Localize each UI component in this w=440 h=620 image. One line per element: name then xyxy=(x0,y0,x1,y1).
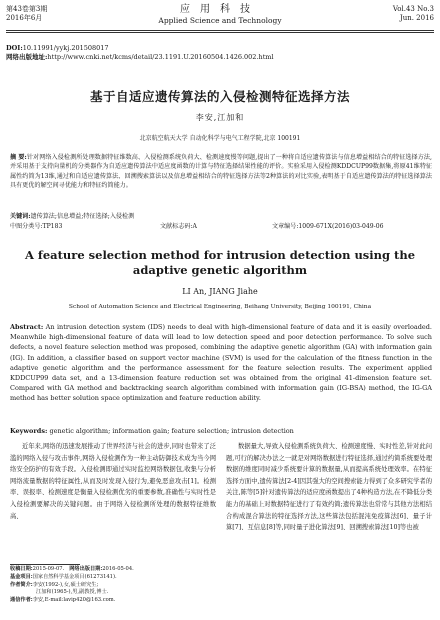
clc-number: 中图分类号:TP183 xyxy=(10,223,63,230)
header-rule xyxy=(6,30,434,31)
doi-value[interactable]: 10.11991/yykj.201508017 xyxy=(22,44,109,52)
date-en: Jun. 2016 xyxy=(399,14,434,22)
bio-line-1: 李安(1992-),女,硕士研究生; xyxy=(32,581,99,588)
online-address-link[interactable]: http://www.cnki.net/kcms/detail/23.1191.U.20160504.1426.002.html xyxy=(47,53,274,61)
keywords-en-text: genetic algorithm; information gain; feature selection; intrusion detection xyxy=(49,427,294,435)
journal-name-en: Applied Science and Technology xyxy=(158,16,282,25)
correspondent-text: 李安,E-mail:lavip420@163.com. xyxy=(32,597,116,604)
authors-en: LI An, JIANG Jiahe xyxy=(182,287,258,296)
abstract-en xyxy=(10,322,432,404)
volume-issue-cn: 第43卷第3期 xyxy=(6,5,48,13)
paper-title-cn: 基于自适应遗传算法的入侵检测特征选择方法 xyxy=(89,89,350,104)
online-date-label: 网络出版日期: xyxy=(69,566,103,572)
bio-line-2: 江加和(1965-),男,副教授,博士. xyxy=(36,589,109,596)
date-cn: 2016年6月 xyxy=(6,14,43,22)
correspondent-label: 通信作者: xyxy=(10,597,33,604)
fund-text: 国家自然科学基金项目(61273141). xyxy=(32,573,117,580)
abstract-en-text: An intrusion detection system (IDS) needs to deal with high-dimensional feature of data and it is easily overloaded. Meanwhile high-dimensional feature of data will lead to low detection speed and poor detection performance. To solve such defects, a novel feature selection method was proposed, combining the adaptive genetic algorithm (GA) with information gain (IG). In addition, a classifier based on support vector machine (SVM) is used for the calculation of the fitness function in the adaptive genetic algorithm and the performance assessment for the feature selection results. The experiment applied KDDCUP99 data set, and a 13-dimension feature reduction set was obtained from the original 41-dimension feature set. Compared with GA method and backtracking search algorithm combined with information gain (IG-BSA) method, the IG-GA method has better solution space optimization and feature reduction ability. xyxy=(10,323,432,403)
keywords-cn-text: 遗传算法;信息增益;特征选择;入侵检测 xyxy=(30,213,135,220)
header-center xyxy=(6,4,434,25)
doi-label: DOI: xyxy=(6,44,23,52)
body-column-left xyxy=(10,441,216,522)
abstract-cn xyxy=(10,153,432,190)
footnote-rule xyxy=(10,564,80,565)
keywords-en-label: Keywords: xyxy=(10,427,48,435)
footnote-block xyxy=(10,566,220,605)
paper-title-en: A feature selection method for intrusion detection using the adaptive genetic algorithm xyxy=(24,248,416,277)
header-rule-thin xyxy=(6,32,434,33)
received-label: 收稿日期: xyxy=(10,566,33,572)
article-number: 文章编号:1009-671X(2016)03-049-06 xyxy=(272,223,384,230)
volume-issue-en: Vol.43 No.3 xyxy=(392,5,434,13)
online-date: 2016-05-04. xyxy=(102,566,134,572)
body-paragraph-left: 近年来,网络的迅速发展推动了世界经济与社会的进步,同时也带来了泛滥的网络入侵与攻击事件,网络入侵检测作为一种主动防御技术成为当今网络安全防护的有效手段。入侵检测即通过实时监控网络数据包,收集与分析网络流量数据的特征属性,从而及时发现入侵行为,避免恶意攻击[1]。检测率、误报率、检测速度是衡量入侵检测优劣的重要参数,准确性与实时性是入侵检测要解决的关键问题。由于网络入侵检测所处理的数据特征维数高、 xyxy=(10,443,216,520)
body-paragraph-right: 数据量大,导致入侵检测系统负荷大、检测速度慢、实时性差,针对此问题,可行的解决办法之一就是对网络数据进行特征选择,通过约简系统要处理数据的维度同时减少系统要计算的数据量,从而提高系统处理效率。在特征选择方面中,遗传算法[2-4]因其强大的空间搜索能力得到了众多研究学者的关注,陈等[5]针对遗传算法的适应度函数提出了4种构造方法,在不降低分类能力的基础上对数据特征进行了有效约简;遗传算法也常常与其他方法相结合构成混合算法的特征选择方法,这些算法包括混沌免疫算法[6]、量子计算[7]、互信息[8]等,同时量子进化算法[9]、回溯搜索算法[10]等也被 xyxy=(226,443,432,532)
authors-cn: 李安,江加和 xyxy=(195,113,245,122)
document-code: 文献标志码:A xyxy=(160,223,197,230)
affiliation-en: School of Automation Science and Electrical Engineering, Beihang University, Beijing 100191, China xyxy=(68,304,372,310)
fund-label: 基金项目: xyxy=(10,573,33,580)
abstract-en-label: Abstract: xyxy=(10,323,44,331)
abstract-cn-text: 针对网络入侵检测所处理数据特征维数高、入侵检测系统负荷大、检测速度慢等问题,提出了一种将自适应遗传算法与信息增益相结合的特征选择方法,并采用基于支持向量机的分类器作为自适应遗传算法中适应度函数的计算与特征选择结果性能的评价。实验采用入侵检测KDDCUP99数据集,将原41维特征属性约简为13维,通过和自适应遗传算法、回溯搜索算法以及信息增益相结合的特征选择方法等2种算法的对比实验,表明基于自适应遗传算法的特征选择算法具有更优的解空间寻优能力和特征约简能力。 xyxy=(10,154,432,189)
received-date: 2015-09-07. xyxy=(32,566,65,572)
abstract-cn-label: 摘 要: xyxy=(10,154,27,161)
keywords-en xyxy=(10,427,432,436)
running-header xyxy=(6,4,434,30)
journal-name-cn: 应用科技 xyxy=(180,4,260,15)
keywords-cn-label: 关键词: xyxy=(10,213,31,220)
body-column-right xyxy=(226,441,432,534)
doi-block xyxy=(6,44,274,62)
keywords-cn xyxy=(10,212,432,221)
online-address-label: 网络出版地址: xyxy=(6,53,48,61)
bio-label: 作者简介: xyxy=(10,581,33,588)
header-right xyxy=(393,5,434,23)
affiliation-cn: 北京航空航天大学 自动化科学与电气工程学院,北京 100191 xyxy=(139,135,301,142)
